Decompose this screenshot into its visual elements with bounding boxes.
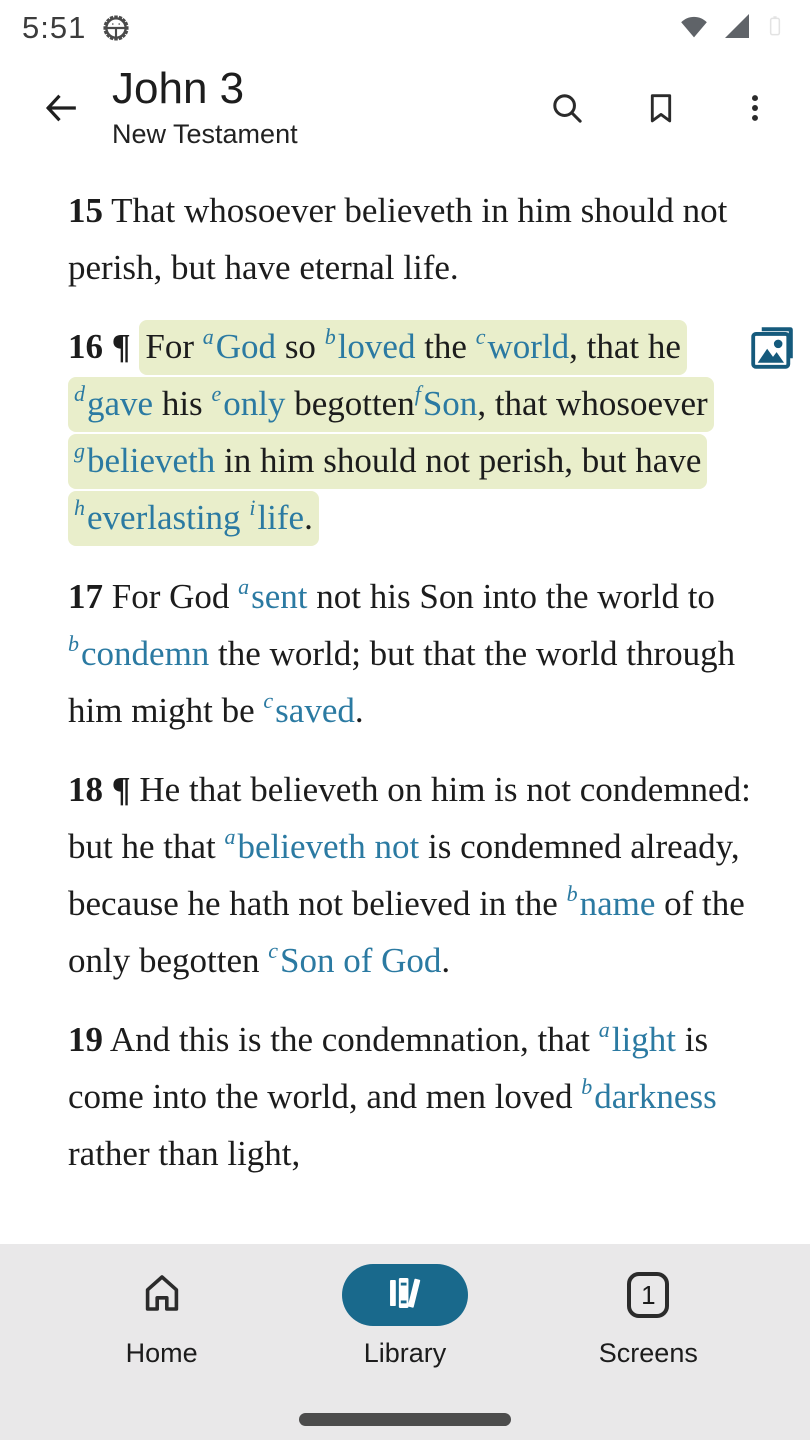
footnote-letter[interactable]: a bbox=[224, 824, 236, 849]
cellular-signal-icon bbox=[720, 10, 754, 47]
cross-reference-link[interactable]: name bbox=[579, 884, 656, 923]
gesture-navigation-bar[interactable] bbox=[299, 1413, 511, 1426]
footnote-letter[interactable]: f bbox=[414, 381, 421, 406]
footnote-letter[interactable]: d bbox=[74, 381, 85, 406]
footnote-letter[interactable]: a bbox=[238, 574, 250, 599]
verse-highlight: For $^a$God so $^b$loved the $^c$world, that he $^d$gave his $^e$only begotten$^f$Son, that whosoever $^g$believeth in him should not perish, but have $^h$everlasting $^i$life. bbox=[68, 320, 714, 546]
setup-gear-icon bbox=[100, 12, 132, 44]
active-nav-pill bbox=[342, 1264, 468, 1326]
nav-label-library: Library bbox=[363, 1338, 447, 1368]
cross-reference-link[interactable]: life bbox=[257, 498, 305, 537]
nav-label-home: Home bbox=[125, 1338, 198, 1368]
nav-item-library[interactable] bbox=[315, 1264, 495, 1369]
verse-number: 19 bbox=[68, 1020, 103, 1059]
cross-reference-link[interactable]: God bbox=[215, 327, 277, 366]
footnote-letter[interactable]: g bbox=[74, 438, 85, 463]
back-arrow-icon[interactable] bbox=[38, 86, 82, 130]
screens-count-badge: 1 bbox=[641, 1279, 656, 1310]
footnote-letter[interactable]: a bbox=[202, 324, 214, 349]
page-title: John 3 bbox=[112, 64, 245, 114]
status-time: 5:51 bbox=[22, 10, 87, 45]
cross-reference-link[interactable]: darkness bbox=[594, 1077, 717, 1116]
title-block bbox=[112, 66, 298, 149]
footnote-letter[interactable]: b bbox=[324, 324, 336, 349]
home-icon bbox=[138, 1269, 186, 1322]
verse-16[interactable] bbox=[68, 318, 766, 546]
cross-reference-link[interactable]: only bbox=[223, 384, 286, 423]
cross-reference-link[interactable]: world bbox=[487, 327, 570, 366]
footnote-letter[interactable]: c bbox=[475, 324, 486, 349]
verse-15[interactable]: 15 That whosoever believeth in him should not perish, but have eternal life. bbox=[68, 191, 728, 287]
footnote-letter[interactable]: b bbox=[581, 1074, 593, 1099]
page-subtitle: New Testament bbox=[112, 118, 298, 149]
cross-reference-link[interactable]: Son of God bbox=[280, 941, 442, 980]
footnote-letter[interactable]: b bbox=[68, 631, 79, 656]
nav-item-screens[interactable] bbox=[558, 1264, 738, 1369]
cross-reference-link[interactable]: Son bbox=[422, 384, 478, 423]
verse-number: 17 bbox=[68, 577, 103, 616]
footnote-letter[interactable]: c bbox=[263, 688, 274, 713]
footnote-letter[interactable]: i bbox=[249, 495, 256, 520]
overflow-menu-icon[interactable] bbox=[736, 89, 774, 127]
cross-reference-link[interactable]: believeth not bbox=[237, 827, 420, 866]
cross-reference-link[interactable]: condemn bbox=[81, 634, 210, 673]
verse-19[interactable]: 19 And this is the condemnation, that $^a$light is come into the world, and men loved $^b$darkness rather than light, bbox=[68, 1017, 717, 1173]
status-bar bbox=[0, 0, 810, 56]
verse-number: 16 ¶ bbox=[68, 327, 131, 366]
screens-count-icon bbox=[627, 1272, 669, 1318]
verse-number: 18 ¶ bbox=[68, 770, 131, 809]
verse-media-icon[interactable] bbox=[746, 320, 800, 374]
cross-reference-link[interactable]: everlasting bbox=[87, 498, 241, 537]
nav-item-home[interactable] bbox=[72, 1264, 252, 1369]
footnote-letter[interactable]: a bbox=[598, 1017, 610, 1042]
footnote-letter[interactable]: b bbox=[566, 881, 578, 906]
cross-reference-link[interactable]: sent bbox=[251, 577, 308, 616]
footnote-letter[interactable]: e bbox=[211, 381, 222, 406]
cross-reference-link[interactable]: loved bbox=[337, 327, 416, 366]
app-bar bbox=[0, 56, 810, 160]
library-books-icon bbox=[382, 1270, 428, 1321]
nav-label-screens: Screens bbox=[598, 1338, 698, 1368]
bottom-navigation bbox=[0, 1244, 810, 1440]
cross-reference-link[interactable]: gave bbox=[87, 384, 154, 423]
footnote-letter[interactable]: h bbox=[74, 495, 85, 520]
wifi-icon bbox=[676, 10, 712, 47]
scripture-content[interactable] bbox=[0, 160, 810, 1244]
bookmark-icon[interactable] bbox=[642, 89, 680, 127]
cross-reference-link[interactable]: believeth bbox=[87, 441, 216, 480]
battery-icon bbox=[762, 11, 788, 46]
search-icon[interactable] bbox=[548, 89, 586, 127]
appbar-actions bbox=[548, 89, 774, 127]
footnote-letter[interactable]: c bbox=[268, 938, 279, 963]
cross-reference-link[interactable]: saved bbox=[275, 691, 355, 730]
verse-number: 15 bbox=[68, 191, 103, 230]
verse-17[interactable]: 17 For God $^a$sent not his Son into the world to $^b$condemn the world; but that the world through him might be $^c$saved. bbox=[68, 574, 736, 730]
verse-18[interactable]: 18 ¶ He that believeth on him is not condemned: but he that $^a$believeth not is condemned already, because he hath not believed in the $^b$name of the only begotten $^c$Son of God. bbox=[68, 770, 751, 980]
cross-reference-link[interactable]: light bbox=[611, 1020, 676, 1059]
